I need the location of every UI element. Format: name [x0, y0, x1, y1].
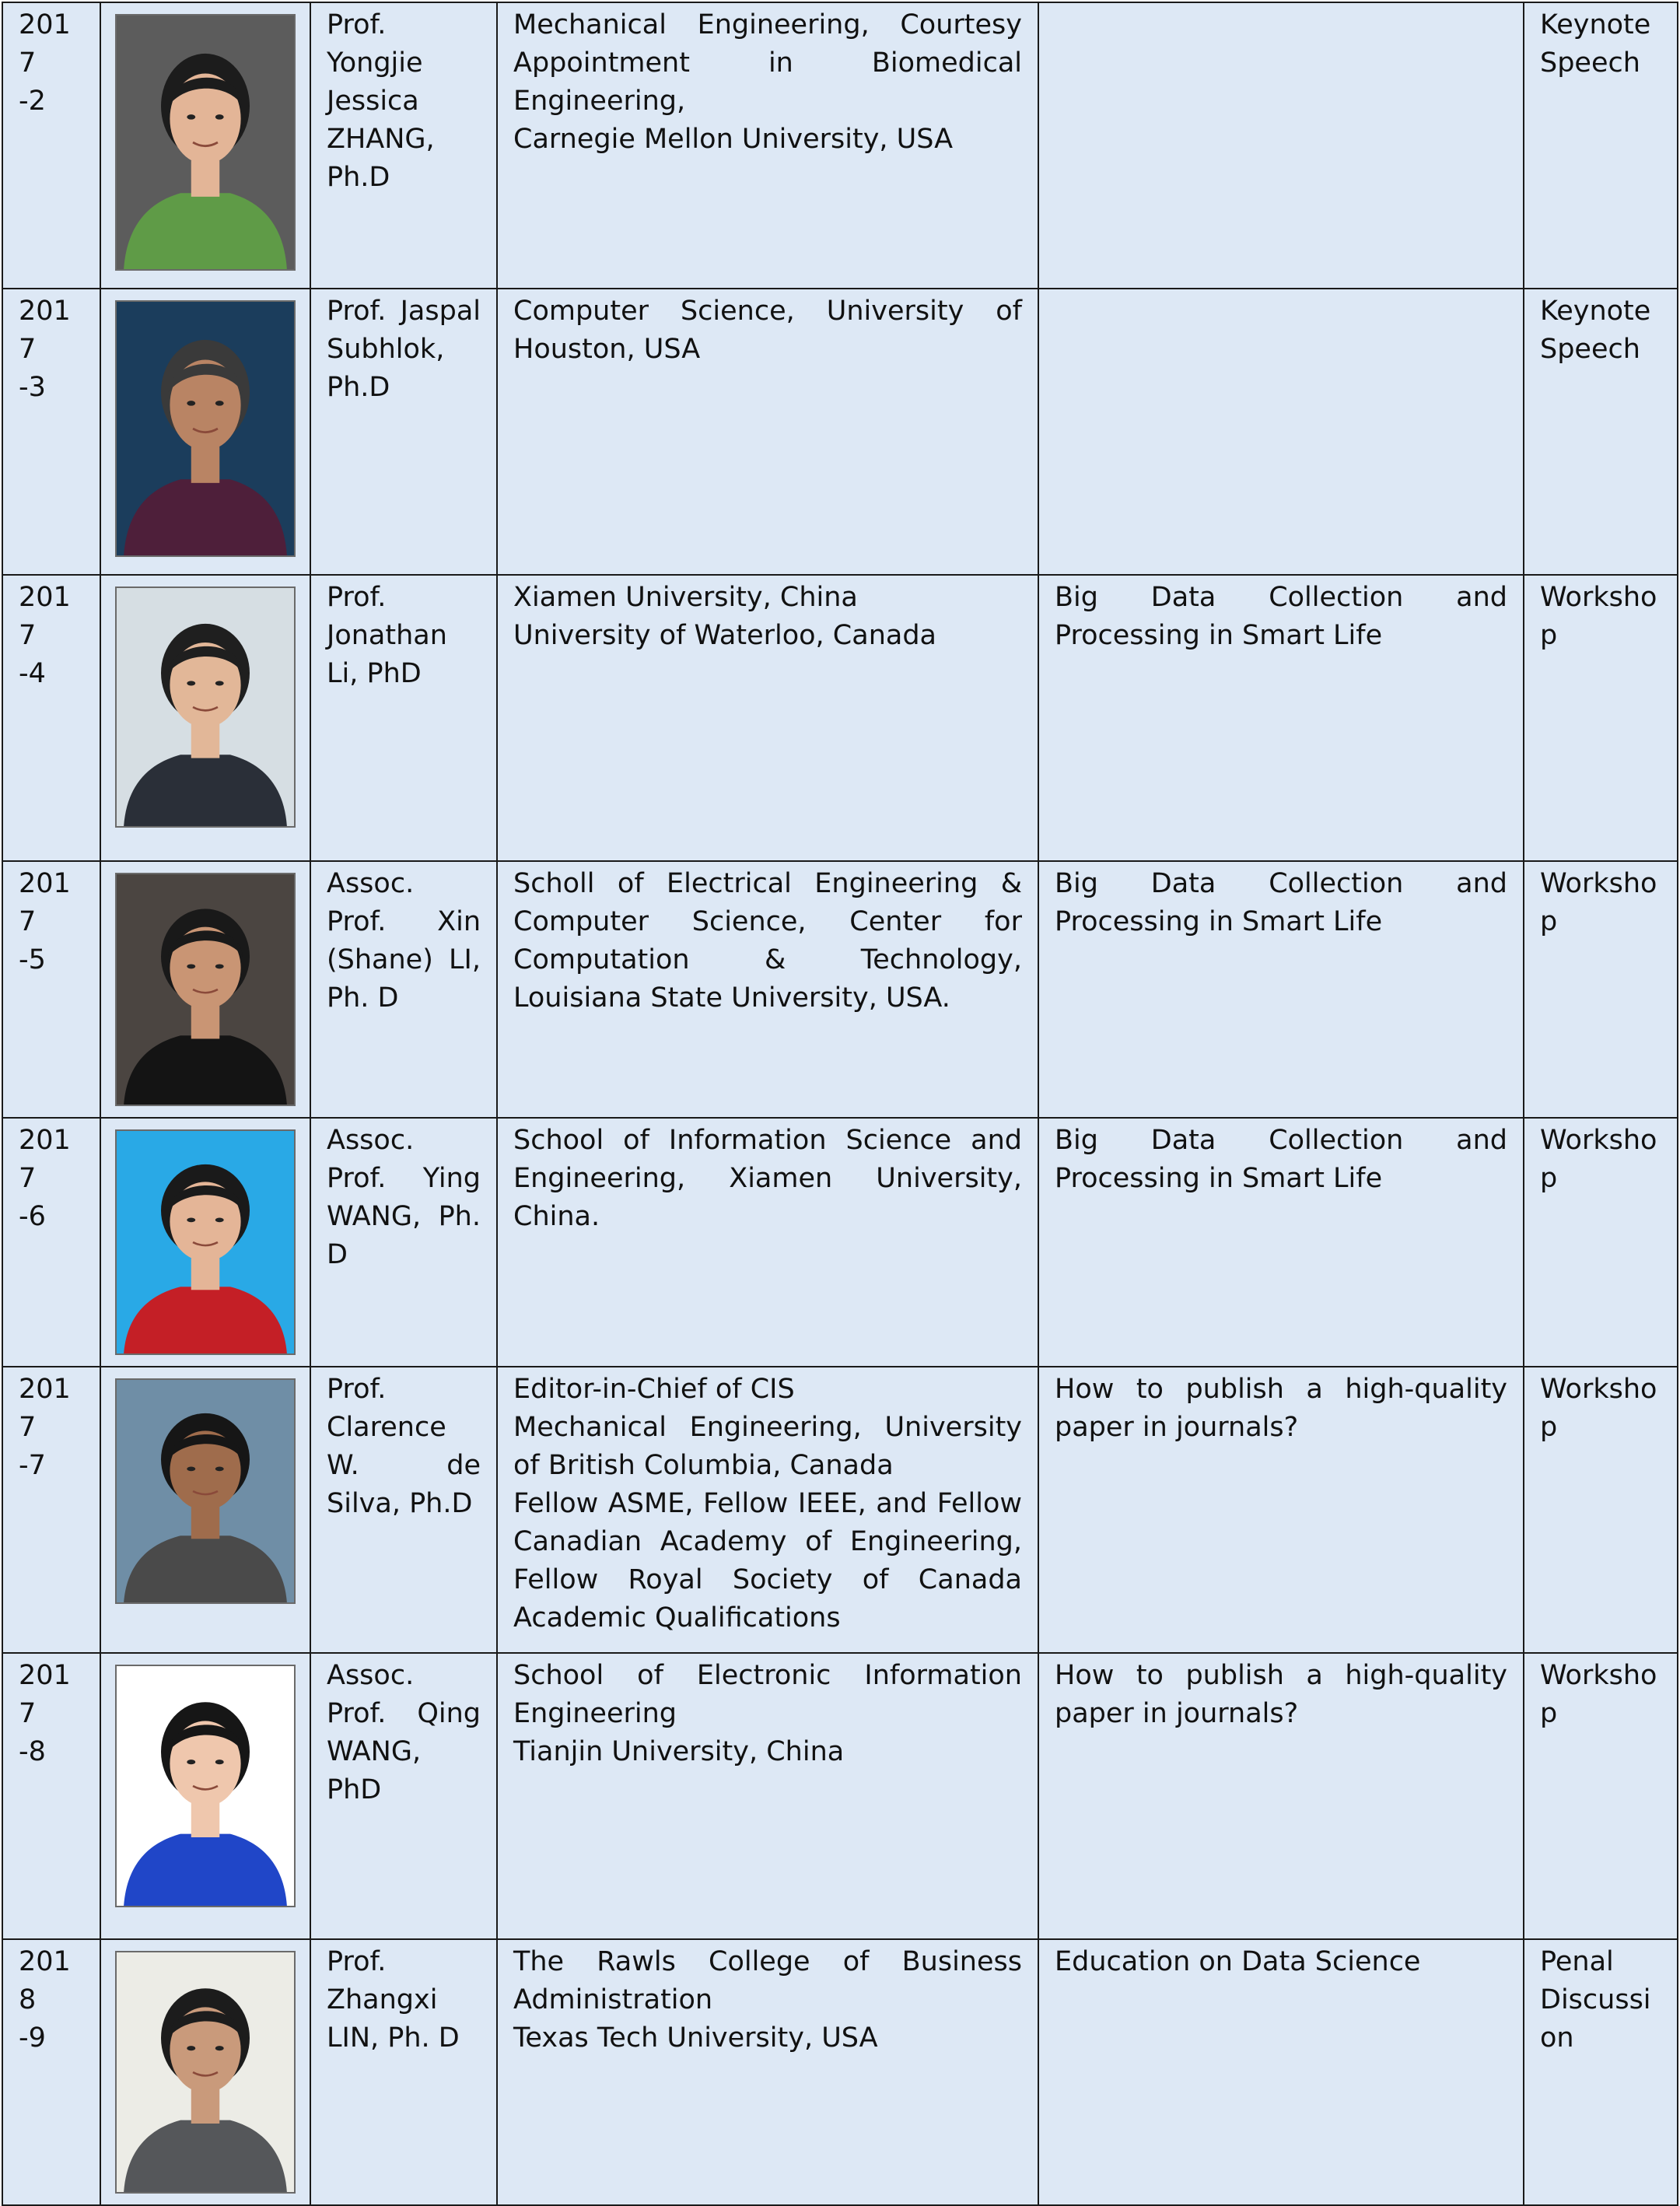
year-cell: [2, 1653, 100, 1939]
photo-cell: [100, 289, 310, 575]
year-cell: [2, 2, 100, 289]
year-cell: [2, 861, 100, 1118]
topic-cell: Big Data Collection and Processing in Smart Life: [1038, 861, 1524, 1118]
speakers-table: [2, 2, 1678, 2206]
affiliation-line: Texas Tech University, USA: [513, 2022, 878, 2054]
year-text: -9: [19, 2022, 46, 2054]
affiliation-line: Computer Science, University of Houston, USA: [513, 296, 1022, 365]
speaker-photo: [115, 1665, 296, 1907]
photo-cell: [100, 1367, 310, 1653]
topic-cell: Education on Data Science: [1038, 1939, 1524, 2205]
speaker-photo: [115, 1951, 296, 2194]
session-type: Workshop: [1524, 1653, 1678, 1939]
speaker-photo: [115, 300, 296, 557]
year-cell: [2, 575, 100, 861]
portrait-drawing: [117, 1952, 294, 2192]
table-row: [2, 2, 1678, 289]
affiliation-cell: [497, 1118, 1038, 1367]
speaker-name: Prof. Zhangxi LIN, Ph. D: [310, 1939, 497, 2205]
affiliation-line: The Rawls College of Business Administration: [513, 1946, 1022, 2015]
speaker-photo: [115, 873, 296, 1106]
affiliation-cell: [497, 289, 1038, 575]
speaker-name: Prof. Jonathan Li, PhD: [310, 575, 497, 861]
speaker-name: Assoc. Prof. Xin (Shane) LI, Ph. D: [310, 861, 497, 1118]
speaker-name: Prof. Clarence W. de Silva, Ph.D: [310, 1367, 497, 1653]
session-type: Penal Discussion: [1524, 1939, 1678, 2205]
topic-cell: How to publish a high-quality paper in journals?: [1038, 1367, 1524, 1653]
year-text: -6: [19, 1201, 46, 1232]
speaker-name: Prof. Jaspal Subhlok, Ph.D: [310, 289, 497, 575]
session-type: Workshop: [1524, 1367, 1678, 1653]
table-row: [2, 1118, 1678, 1367]
affiliation-line: Editor-in-Chief of CIS: [513, 1374, 795, 1405]
affiliation-cell: [497, 1939, 1038, 2205]
portrait-drawing: [117, 588, 294, 826]
affiliation-line: School of Electronic Information Engineering: [513, 1660, 1022, 1729]
photo-cell: [100, 861, 310, 1118]
affiliation-cell: [497, 2, 1038, 289]
session-type: Workshop: [1524, 861, 1678, 1118]
topic-cell: [1038, 289, 1524, 575]
year-text: 2017: [19, 582, 71, 651]
topic-cell: Big Data Collection and Processing in Smart Life: [1038, 1118, 1524, 1367]
year-cell: [2, 1939, 100, 2205]
year-cell: [2, 1367, 100, 1653]
affiliation-cell: [497, 861, 1038, 1118]
session-type: Keynote Speech: [1524, 2, 1678, 289]
topic-cell: How to publish a high-quality paper in journals?: [1038, 1653, 1524, 1939]
affiliation-line: School of Information Science and Engineering, Xiamen University, China.: [513, 1125, 1022, 1232]
photo-cell: [100, 1939, 310, 2205]
speaker-photo: [115, 1129, 296, 1355]
year-text: 2018: [19, 1946, 71, 2015]
year-text: -3: [19, 372, 46, 403]
affiliation-line: Mechanical Engineering, University of British Columbia, Canada: [513, 1412, 1022, 1481]
year-text: 2017: [19, 1660, 71, 1729]
speaker-name: Prof. Yongjie Jessica ZHANG, Ph.D: [310, 2, 497, 289]
year-cell: [2, 289, 100, 575]
speaker-photo: [115, 14, 296, 271]
topic-cell: [1038, 2, 1524, 289]
year-text: -8: [19, 1736, 46, 1767]
affiliation-line: Mechanical Engineering, Courtesy Appointment in Biomedical Engineering,: [513, 9, 1022, 117]
table-row: [2, 1367, 1678, 1653]
portrait-drawing: [117, 1666, 294, 1906]
year-text: 2017: [19, 868, 71, 937]
year-text: 2017: [19, 296, 71, 365]
speaker-photo: [115, 1378, 296, 1604]
affiliation-line: Carnegie Mellon University, USA: [513, 124, 954, 155]
table-row: [2, 289, 1678, 575]
table-row: [2, 861, 1678, 1118]
photo-cell: [100, 2, 310, 289]
affiliation-line: Fellow ASME, Fellow IEEE, and Fellow Canadian Academy of Engineering, Fellow Royal Society of Canada Academic Qualifications: [513, 1488, 1022, 1633]
table-row: [2, 1653, 1678, 1939]
table-row: [2, 1939, 1678, 2205]
affiliation-line: Tianjin University, China: [513, 1736, 845, 1767]
portrait-drawing: [117, 1380, 294, 1602]
affiliation-line: University of Waterloo, Canada: [513, 620, 936, 651]
year-text: -2: [19, 86, 46, 117]
affiliation-line: Xiamen University, China: [513, 582, 858, 613]
speaker-name: Assoc. Prof. Qing WANG, PhD: [310, 1653, 497, 1939]
year-text: -5: [19, 944, 46, 975]
session-type: Workshop: [1524, 575, 1678, 861]
year-text: -7: [19, 1450, 46, 1481]
year-cell: [2, 1118, 100, 1367]
year-text: 2017: [19, 1125, 71, 1194]
affiliation-cell: [497, 1367, 1038, 1653]
affiliation-line: Scholl of Electrical Engineering & Computer Science, Center for Computation & Technology, Louisiana State University, USA.: [513, 868, 1022, 1014]
photo-cell: [100, 575, 310, 861]
photo-cell: [100, 1653, 310, 1939]
photo-cell: [100, 1118, 310, 1367]
affiliation-cell: [497, 575, 1038, 861]
session-type: Keynote Speech: [1524, 289, 1678, 575]
speaker-photo: [115, 587, 296, 828]
topic-cell: Big Data Collection and Processing in Smart Life: [1038, 575, 1524, 861]
year-text: -4: [19, 658, 46, 689]
portrait-drawing: [117, 16, 294, 269]
portrait-drawing: [117, 874, 294, 1105]
affiliation-cell: [497, 1653, 1038, 1939]
session-type: Workshop: [1524, 1118, 1678, 1367]
portrait-drawing: [117, 1131, 294, 1353]
portrait-drawing: [117, 302, 294, 555]
year-text: 2017: [19, 9, 71, 79]
speaker-name: Assoc. Prof. Ying WANG, Ph. D: [310, 1118, 497, 1367]
year-text: 2017: [19, 1374, 71, 1443]
table-row: [2, 575, 1678, 861]
table-body: [2, 2, 1678, 2205]
